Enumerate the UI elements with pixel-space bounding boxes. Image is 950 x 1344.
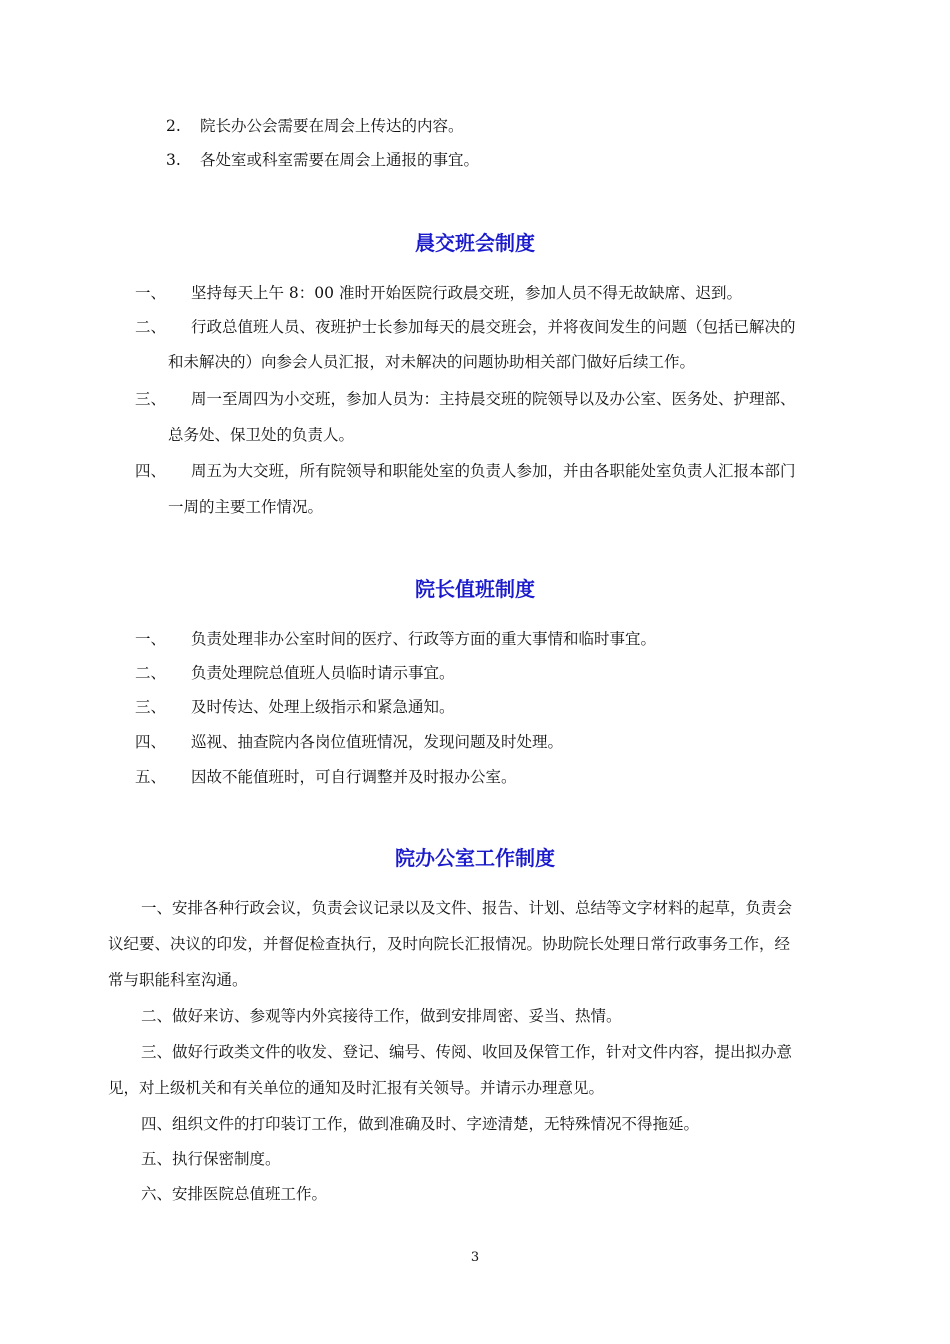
paragraph-line: 六、安排医院总值班工作。 [141, 1185, 328, 1203]
item-number: 2. [166, 117, 181, 135]
paragraph-line: 四、组织文件的打印装订工作，做到准确及时、字迹清楚，无特殊情况不得拖延。 [141, 1115, 700, 1133]
list-item-text: 因故不能值班时，可自行调整并及时报办公室。 [191, 768, 517, 786]
list-item-number: 二、 [135, 664, 167, 682]
list-item-number: 一、 [135, 630, 167, 648]
list-item-text: 坚持每天上午 8：00 准时开始医院行政晨交班，参加人员不得无故缺席、迟到。 [191, 284, 742, 302]
list-item-text: 周一至周四为小交班，参加人员为：主持晨交班的院领导以及办公室、医务处、护理部、 [191, 390, 796, 408]
intro-item [166, 116, 464, 136]
list-item-text: 巡视、抽查院内各岗位值班情况，发现问题及时处理。 [191, 733, 564, 751]
item-text: 院长办公会需要在周会上传达的内容。 [200, 117, 464, 135]
list-item-text: 负责处理院总值班人员临时请示事宜。 [191, 664, 455, 682]
list-item-text-continued: 总务处、保卫处的负责人。 [168, 426, 355, 444]
list-item-text: 周五为大交班，所有院领导和职能处室的负责人参加，并由各职能处室负责人汇报本部门 [191, 462, 796, 480]
list-item-text: 负责处理非办公室时间的医疗、行政等方面的重大事情和临时事宜。 [191, 630, 657, 648]
paragraph-line: 见，对上级机关和有关单位的通知及时汇报有关领导。并请示办理意见。 [108, 1079, 605, 1097]
item-number: 3. [166, 151, 181, 169]
list-item-text: 行政总值班人员、夜班护士长参加每天的晨交班会，并将夜间发生的问题（包括已解决的 [191, 318, 796, 336]
list-item-number: 四、 [135, 733, 167, 751]
paragraph-line: 五、执行保密制度。 [141, 1150, 281, 1168]
list-item-number: 四、 [135, 462, 167, 480]
list-item-number: 三、 [135, 390, 167, 408]
list-item-text-continued: 一周的主要工作情况。 [168, 498, 324, 516]
paragraph-line: 常与职能科室沟通。 [108, 971, 248, 989]
list-item-text-continued: 和未解决的）向参会人员汇报，对未解决的问题协助相关部门做好后续工作。 [168, 353, 696, 371]
paragraph-line: 二、做好来访、参观等内外宾接待工作，做到安排周密、妥当、热情。 [141, 1007, 622, 1025]
list-item-text: 及时传达、处理上级指示和紧急通知。 [191, 698, 455, 716]
item-text: 各处室或科室需要在周会上通报的事宜。 [200, 151, 480, 169]
intro-item [166, 150, 480, 170]
list-item-number: 一、 [135, 284, 167, 302]
paragraph-line: 议纪要、决议的印发，并督促检查执行，及时向院长汇报情况。协助院长处理日常行政事务工作，经 [108, 935, 791, 953]
section-title: 院长值班制度 [415, 577, 535, 601]
list-item-number: 二、 [135, 318, 167, 336]
list-item-number: 三、 [135, 698, 167, 716]
paragraph-line: 一、安排各种行政会议，负责会议记录以及文件、报告、计划、总结等文字材料的起草，负责会 [141, 899, 793, 917]
page-number: 3 [470, 1250, 480, 1265]
section-title: 院办公室工作制度 [395, 846, 555, 870]
list-item-number: 五、 [135, 768, 167, 786]
section-title: 晨交班会制度 [415, 231, 535, 255]
paragraph-line: 三、做好行政类文件的收发、登记、编号、传阅、收回及保管工作，针对文件内容，提出拟办意 [141, 1043, 793, 1061]
